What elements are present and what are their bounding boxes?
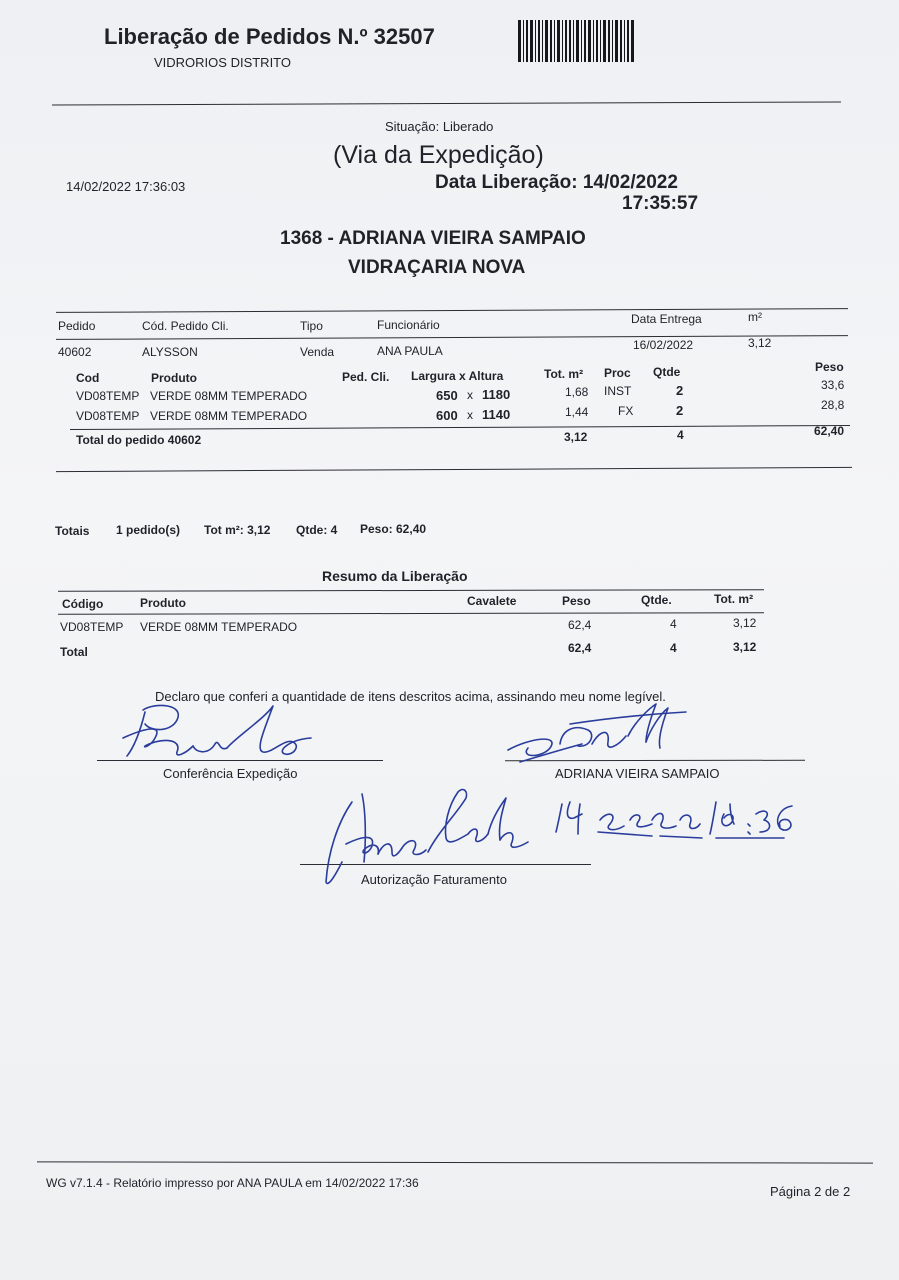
summary-top-line bbox=[58, 589, 764, 591]
via-label: (Via da Expedição) bbox=[333, 141, 544, 169]
item-col-peso: Peso bbox=[815, 360, 844, 374]
summary-col-cavalete: Cavalete bbox=[467, 594, 517, 608]
summary-header-line bbox=[58, 612, 764, 614]
summary-total-qtde: 4 bbox=[670, 641, 677, 655]
order-pedido: 40602 bbox=[58, 345, 92, 359]
order-items-line bbox=[70, 425, 850, 430]
item-col-produto: Produto bbox=[151, 371, 197, 385]
item-cod: VD08TEMP bbox=[76, 409, 140, 423]
item-col-tot-m2: Tot. m² bbox=[544, 367, 584, 381]
col-tipo: Tipo bbox=[300, 319, 323, 333]
item-altura: 1180 bbox=[482, 387, 511, 402]
item-cod: VD08TEMP bbox=[76, 389, 140, 403]
item-col-qtde: Qtde bbox=[653, 365, 681, 379]
order-total-peso: 62,40 bbox=[814, 424, 845, 438]
item-produto: VERDE 08MM TEMPERADO bbox=[150, 409, 308, 423]
item-qtde: 2 bbox=[676, 383, 684, 398]
release-time: 17:35:57 bbox=[622, 193, 699, 214]
order-m2: 3,12 bbox=[748, 336, 772, 350]
order-top-line bbox=[56, 308, 848, 313]
summary-peso: 62,4 bbox=[568, 618, 592, 632]
col-m2: m² bbox=[748, 310, 762, 324]
col-data-entrega: Data Entrega bbox=[631, 312, 702, 326]
summary-col-peso: Peso bbox=[562, 594, 591, 608]
item-col-ped-cli: Ped. Cli. bbox=[342, 370, 390, 384]
client-name: 1368 - ADRIANA VIEIRA SAMPAIO bbox=[280, 228, 586, 249]
document-title: Liberação de Pedidos N.º 32507 bbox=[104, 24, 435, 49]
col-cod-cli: Cód. Pedido Cli. bbox=[142, 319, 229, 333]
col-funcionario: Funcionário bbox=[377, 318, 440, 332]
summary-tot-m2: 3,12 bbox=[733, 616, 757, 630]
item-col-largura-altura: Largura x Altura bbox=[411, 369, 504, 383]
item-tot-m2: 1,44 bbox=[565, 405, 589, 419]
footer-line bbox=[37, 1161, 873, 1163]
footer-print-info: WG v7.1.4 - Relatório impresso por ANA PAULA em 14/02/2022 17:36 bbox=[46, 1176, 419, 1190]
item-x: x bbox=[467, 408, 473, 422]
summary-codigo: VD08TEMP bbox=[60, 620, 124, 634]
order-total-label: Total do pedido 40602 bbox=[76, 433, 202, 447]
item-peso: 33,6 bbox=[821, 378, 845, 392]
summary-col-qtde: Qtde. bbox=[641, 593, 672, 607]
summary-qtde: 4 bbox=[670, 617, 677, 631]
col-pedido: Pedido bbox=[58, 319, 96, 333]
handwritten-signature-ana-paula bbox=[318, 782, 538, 896]
item-tot-m2: 1,68 bbox=[565, 385, 589, 399]
item-largura: 600 bbox=[436, 408, 458, 423]
item-produto: VERDE 08MM TEMPERADO bbox=[150, 389, 308, 403]
summary-col-codigo: Código bbox=[62, 597, 104, 611]
print-datetime: 14/02/2022 17:36:03 bbox=[66, 179, 186, 194]
page-number: Página 2 de 2 bbox=[770, 1184, 851, 1199]
status-text: Situação: Liberado bbox=[385, 119, 494, 134]
summary-title: Resumo da Liberação bbox=[322, 568, 468, 584]
client-company: VIDRAÇARIA NOVA bbox=[348, 257, 526, 278]
release-date: Data Liberação: 14/02/2022 bbox=[435, 172, 678, 193]
item-col-proc: Proc bbox=[604, 366, 631, 380]
declaration-text: Declaro que conferi a quantidade de itens descritos acima, assinando meu nome legível. bbox=[155, 689, 666, 704]
totals-label: Totais bbox=[55, 524, 90, 538]
summary-total-tot-m2: 3,12 bbox=[733, 640, 757, 654]
summary-col-tot-m2: Tot. m² bbox=[714, 592, 754, 606]
totals-peso: Peso: 62,40 bbox=[360, 522, 427, 536]
totals-qtde: Qtde: 4 bbox=[296, 523, 338, 537]
signature-label-autorizacao: Autorização Faturamento bbox=[361, 872, 507, 887]
summary-total-peso: 62,4 bbox=[568, 641, 592, 655]
signature-label-conferencia: Conferência Expedição bbox=[163, 766, 298, 781]
order-total-m2: 3,12 bbox=[564, 430, 588, 444]
item-largura: 650 bbox=[436, 388, 458, 403]
handwritten-signature-paulo bbox=[115, 698, 325, 768]
order-cod-cli: ALYSSON bbox=[142, 345, 198, 359]
handwritten-signature-cliente bbox=[500, 700, 690, 772]
handwritten-date bbox=[548, 796, 798, 840]
totals-pedidos: 1 pedido(s) bbox=[116, 523, 181, 537]
barcode bbox=[518, 20, 658, 62]
order-total-qtde: 4 bbox=[677, 428, 684, 442]
item-col-cod: Cod bbox=[76, 371, 100, 385]
totals-tot-m2: Tot m²: 3,12 bbox=[204, 523, 271, 537]
item-peso: 28,8 bbox=[821, 398, 845, 412]
order-bottom-line bbox=[56, 467, 852, 472]
order-funcionario: ANA PAULA bbox=[377, 344, 443, 358]
summary-col-produto: Produto bbox=[140, 596, 186, 610]
item-altura: 1140 bbox=[482, 407, 511, 422]
summary-total-label: Total bbox=[60, 645, 88, 659]
item-proc: FX bbox=[618, 404, 634, 418]
item-proc: INST bbox=[604, 384, 632, 398]
summary-produto: VERDE 08MM TEMPERADO bbox=[140, 620, 298, 634]
order-header-line bbox=[56, 335, 848, 340]
company-name: VIDRORIOS DISTRITO bbox=[154, 55, 291, 70]
order-tipo: Venda bbox=[300, 345, 335, 359]
order-data-entrega: 16/02/2022 bbox=[633, 338, 694, 352]
header-divider bbox=[52, 101, 841, 105]
signature-label-cliente: ADRIANA VIEIRA SAMPAIO bbox=[555, 766, 720, 781]
item-x: x bbox=[467, 388, 473, 402]
item-qtde: 2 bbox=[676, 403, 684, 418]
